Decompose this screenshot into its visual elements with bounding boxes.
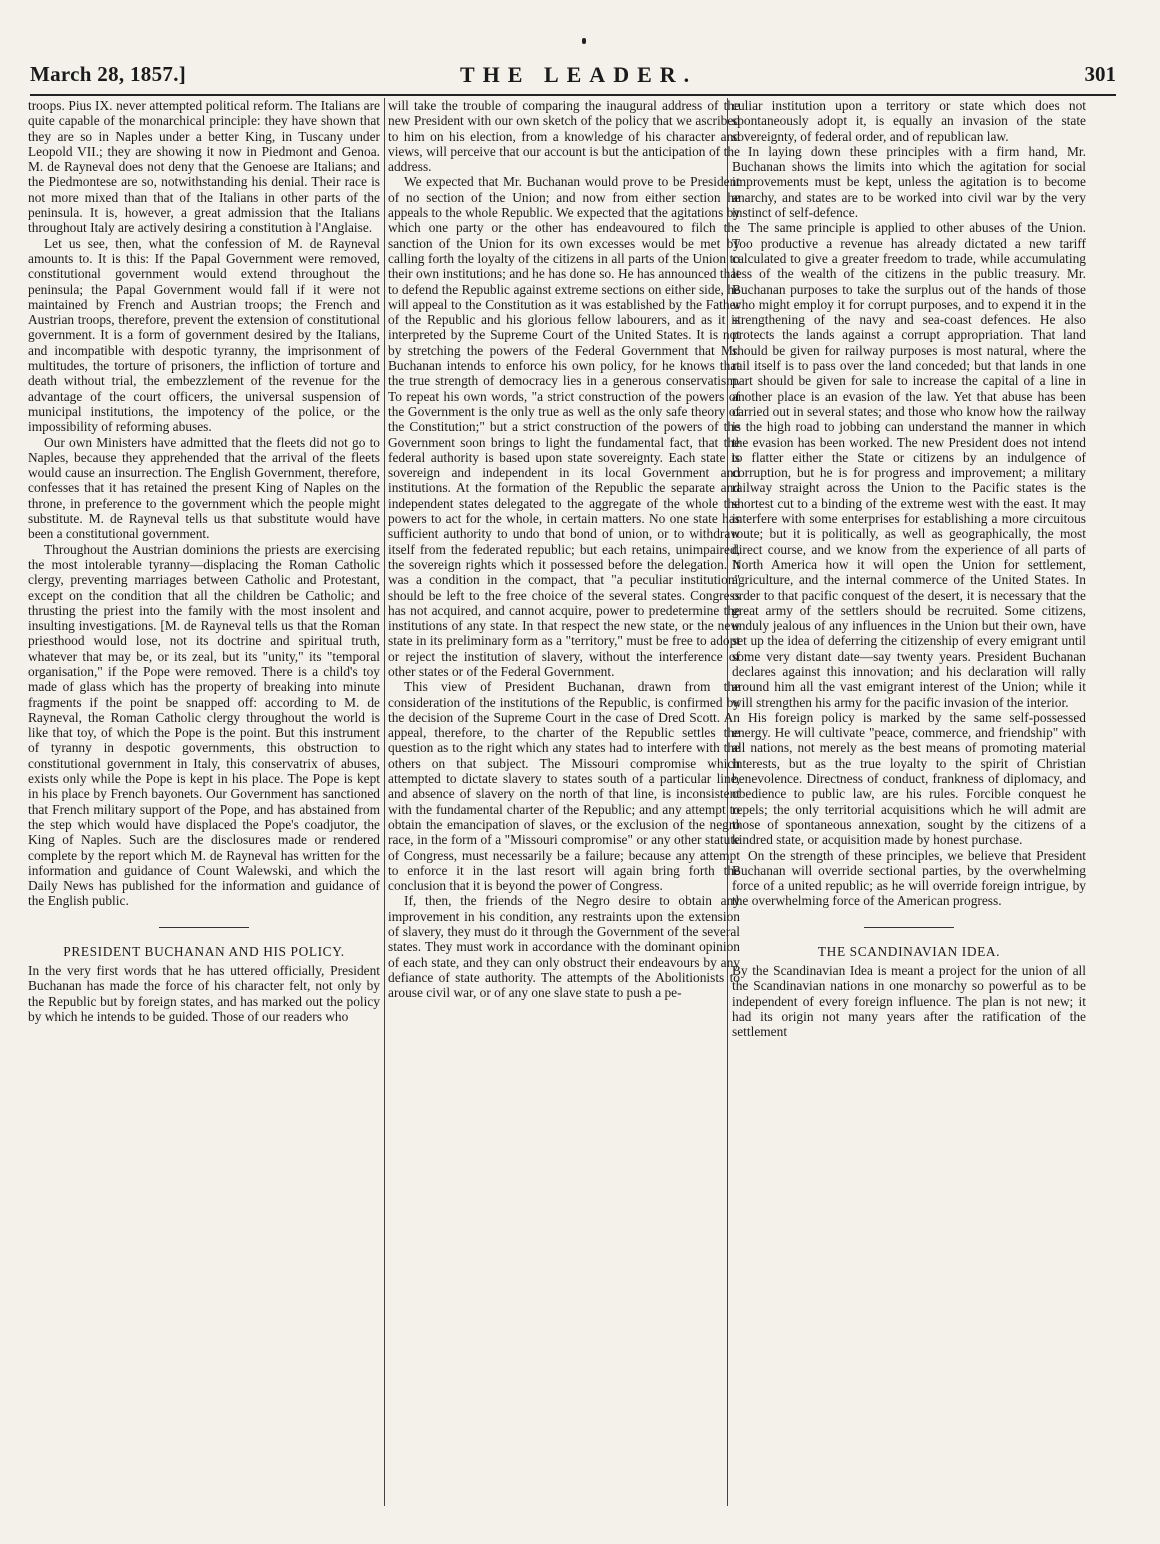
ink-dot [582, 38, 586, 44]
section-divider [159, 927, 249, 928]
article-heading-buchanan: PRESIDENT BUCHANAN AND HIS POLICY. [63, 943, 345, 959]
newspaper-title: THE LEADER. [460, 62, 698, 87]
issue-date: March 28, 1857.] [30, 62, 187, 86]
paragraph: On the strength of these principles, we believe that President Buchanan will override sectional parties, by the overwhelming force of a united republic; as he will override foreign intrigue, by the overwhelming force of the American progress. [732, 847, 1086, 909]
paragraph: will take the trouble of comparing the inaugural address of the new President with our own sketch of the policy that we ascribed to him on his election, from a knowledge of his character and views, will perceive that our account is but the anticipation of the address. [388, 98, 740, 175]
page-number: 301 [1084, 62, 1116, 86]
paragraph: His foreign policy is marked by the same self-possessed energy. He will cultivate "peace, commerce, and friendship" with all nations, not merely as the best means of promoting material interests, but as the true loyalty to the spirit of Christian benevolence. Directness of conduct, frankness of diplomacy, and obedience to public law, are his rules. Forcible conquest he repels; the only territorial acquisitions which he will admit are those of spontaneous annexation, sought by the citizens of a kindred state, or acquisition made by honest purchase. [732, 709, 1086, 848]
section-divider [864, 927, 954, 928]
paragraph: In laying down these principles with a firm hand, Mr. Buchanan shows the limits into which the agitation for social improvements must be kept, unless the agitation is to become anarchy, and states are to be worked into civil war by the very instinct of self-defence. [732, 143, 1086, 221]
column-1 [28, 98, 380, 1508]
paragraph: culiar institution upon a territory or state which does not spontaneously adopt it, is equally an invasion of the state sovereignty, of federal order, and of republican law. [732, 98, 1086, 144]
column-rule [384, 98, 385, 1506]
paragraph: The same principle is applied to other abuses of the Union. Too productive a revenue has already dictated a new tariff calculated to give a greater freedom to trade, while accumulating less of the wealth of the citizens in the public treasury. Mr. Buchanan purposes to take the surplus out of the hands of those who might employ it for corrupt purposes, and to expend it in the strengthening of the navy and sea-coast defences. He also protects the lands against a corrupt appropriation. That land should be given for railway purposes is most natural, where the rail itself is to pass over the land conceded; but that lands in one part should be given for sale to increase the capital of a line in another place is an evasion of the law. Yet that abuse has been carried out in several states; and those who know how the railway is the high road to jobbing can understand the manner in which the evasion has been worked. The new President does not intend to flatter either the State or citizens by an indulgence of corruption, but he is for progress and improvement; a military railway straight across the Union to the Pacific states is the shortest cut to a binding of the extreme west with the east. It may interfere with some enterprises for establishing a more circuitous route; but it is politically, as well as geographically, the most direct course, and we know from the experience of all parts of North America how it will open the Union for settlement, agriculture, and the internal commerce of the United States. In order to that pacific conquest of the desert, it is necessary that the great army of the settlers should be recruited. Some citizens, unduly jealous of any influences in the Union but their own, have set up the idea of deferring the citizenship of every emigrant until some very distant date—say twenty years. President Buchanan declares against this innovation; and his declaration will rally around him all the vast emigrant interest of the Union; while it will strengthen his army for the pacific invasion of the interior. [732, 220, 1086, 710]
paragraph: If, then, the friends of the Negro desire to obtain any improvement in his condition, any restraints upon the extension of slavery, they must do it through the Government of the several states. They must work in accordance with the dominant opinion of each state, and they can only obstruct their endeavours by any defiance of state authority. The attempts of the Abolitionists to arouse civil war, or of any one slave state to push a pe- [388, 893, 740, 1001]
article-heading-scandinavian: THE SCANDINAVIAN IDEA. [817, 943, 1001, 959]
paragraph: In the very first words that he has uttered officially, President Buchanan has made the force of his character felt, not only by the Republic but by foreign states, and has marked out the policy by which he intends to be guided. Those of our readers who [28, 963, 380, 1024]
column-3 [732, 98, 1086, 1508]
paragraph: By the Scandinavian Idea is meant a project for the union of all the Scandinavian nations in one monarchy so powerful as to be independent of every foreign influence. The plan is not new; it had its origin not many years after the ratification of the settlement [732, 963, 1086, 1040]
paragraph: troops. Pius IX. never attempted political reform. The Italians are quite capable of the monarchical principle: they have shown that they are so in Naples under a better King, in Tuscany under Leopold VII.; they are showing it now in Piedmont and Genoa. M. de Rayneval does not deny that the Genoese are Italians; and the Piedmontese are so, notwithstanding his denial. Their race is not more mixed than that of the Italians in other parts of the peninsula. It is, however, a great admission that the Italians throughout Italy are actively desiring a constitution à l'Anglaise. [28, 98, 380, 236]
paragraph: Our own Ministers have admitted that the fleets did not go to Naples, because they apprehended that the arrival of the fleets would cause an insurrection. The English Government, therefore, confesses that it has retained the present King of Naples on the throne, in preference to the government which the people might substitute. M. de Rayneval tells us that substitute would have been a constitutional government. [28, 434, 380, 542]
masthead [30, 60, 1116, 96]
paragraph: We expected that Mr. Buchanan would prove to be President of no section of the Union; and now from either section he appeals to the whole Republic. We expected that the agitations by which one party or the other has endeavoured to filch the sanction of the Union for its own excesses would be met by calling forth the loyalty of the citizens in all parts of the Union to their own institutions; and he has done so. He has announced that to defend the Republic against extreme sections on either side, he will appeal to the Constitution as it was established by the Father of the Republic and his glorious fellow labourers, and as it is interpreted by the Supreme Court of the United States. It is not by stretching the powers of the Federal Government that Mr. Buchanan intends to enforce his own policy, for he knows that the true strength of democracy lies in a generous conservatism. To repeat his own words, "a strict construction of the powers of the Government is the only true as well as the only safe theory of the Constitution;" but a strict construction of the powers of the Government soon brings to light the fundamental fact, that the federal authority is based upon state sovereignty. Each state is sovereign and independent in its local Government and institutions. At the formation of the Republic the separate and independent states delegated to the aggregate of the whole the powers to act for the whole, in certain matters. No one state has sufficient authority to undo that bond of union, or to withdraw itself from the federated republic; but each retains, unimpaired, the sovereign rights which it possessed before the delegation. It was a condition in the compact, that "a peculiar institution" should be left to the free choice of the several states. Congress has not acquired, and cannot acquire, power to predetermine the institutions of any state. In that respect the new state, or the new state in its preliminary form as a "territory," must be free to adopt or reject the institution of slavery, without the interference of other states or of the Federal Government. [388, 174, 740, 679]
paragraph: Throughout the Austrian dominions the priests are exercising the most intolerable tyranny—displacing the Roman Catholic clergy, preventing marriages between Catholic and Protestant, except on the condition that all the children be Catholic; and thrusting the priest into the family with the most insolent and insulting investigations. [M. de Rayneval tells us that the Roman priesthood would lose, not its doctrine and spiritual truth, whatever that may be, or its zeal, but its "unity," its "temporal organisation," if the Pope were removed. There is a child's toy made of glass which has the property of breaking into minute fragments if the point be snapped off: according to M. de Rayneval, the Roman Catholic clergy throughout the world is like that toy, of which the Pope is the point. But this instrument of tyranny in despotic governments, this obstruction to constitutional government in Italy, this conservatrix of abuses, exists only while the Pope is kept in his place. The Pope is kept in his place by French bayonets. Our Government has sanctioned that French military support of the Pope, and has abstained from the step which would have displaced the Pope's coadjutor, the King of Naples. Such are the disclosures made or rendered complete by the report which M. de Rayneval has written for the information and guidance of Count Walewski, and which the Daily News has published for the information and guidance of the English public. [28, 541, 380, 909]
paragraph: Let us see, then, what the confession of M. de Rayneval amounts to. It is this: If the Papal Government were removed, constitutional government would extend throughout the peninsula; the Papal Government would fall if it were not maintained by French and Austrian troops; the French and Austrian troops, therefore, prevent the extension of constitutional government. It is a form of government desired by the Italians, and incompatible with despotic tyranny, the imprisonment of multitudes, the torture of prisoners, the infliction of torture and death without trial, the embezzlement of the revenue for the advantage of the court officers, the universal suspension of municipal institutions, the impotency of the police, or the impossibility of reforming abuses. [28, 235, 380, 435]
column-2 [388, 98, 740, 1508]
paragraph: This view of President Buchanan, drawn from the consideration of the institutions of the Republic, is confirmed by the decision of the Supreme Court in the case of Dred Scott. An appeal, therefore, to the charter of the Republic settles the question as to the right which any states had to interfere with the others on that subject. The Missouri compromise which attempted to dictate slavery to states south of a particular line, and absence of slavery on the north of that line, is inconsistent with the fundamental charter of the Republic; and any attempt to obtain the emancipation of slaves, or the exclusion of the negro race, in the form of a "Missouri compromise" or any other statute of Congress, must necessarily be a failure; because any attempt to enforce it in the last resort will again bring forth the conclusion that it is beyond the power of Congress. [388, 679, 740, 894]
